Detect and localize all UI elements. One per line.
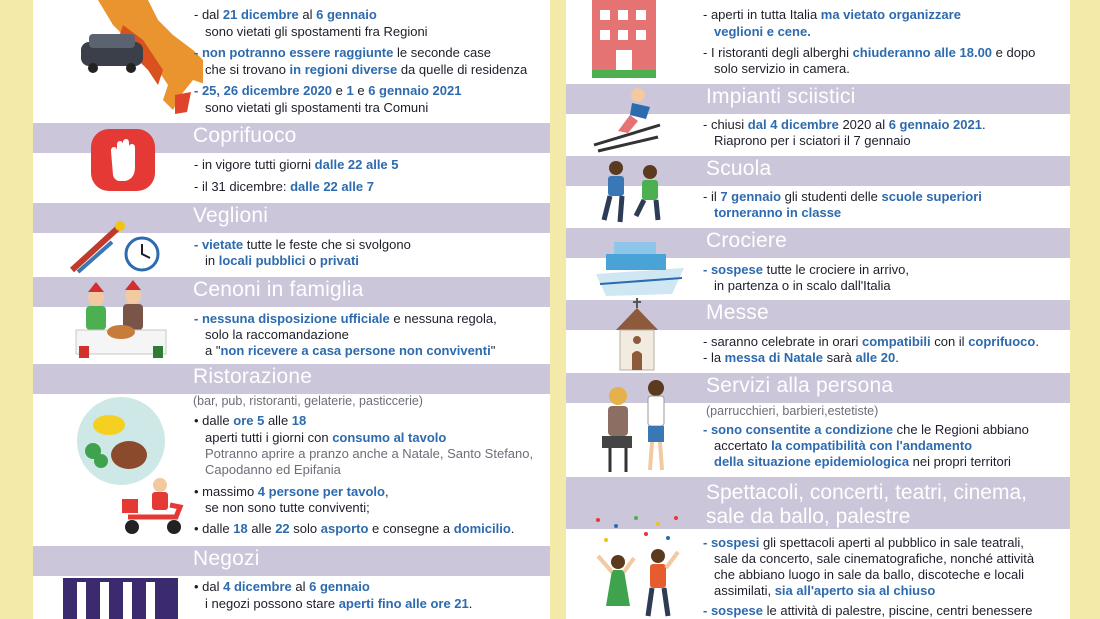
spettacoli-title-1: Spettacoli, concerti, teatri, cinema, — [706, 481, 1027, 504]
spostamenti-line-2: sono vietati gli spostamenti fra Regioni — [205, 24, 428, 39]
crociere-line-2: in partenza o in scalo dall'Italia — [714, 278, 891, 293]
italy-map-car-icon — [63, 0, 203, 115]
spostamenti-line-5: - 25, 26 dicembre 2020 e 1 e 6 gennaio 2021 — [194, 83, 462, 98]
impianti-line-1: - chiusi dal 4 dicembre 2020 al 6 gennaio 2021. — [703, 117, 986, 132]
negozi-band — [33, 546, 550, 576]
cenoni-line-2: solo la raccomandazione — [205, 327, 349, 342]
spettacoli-line-1: - sospesi gli spettacoli aperti al pubblico in sale teatrali, — [703, 535, 1024, 550]
messe-line-2: - la messa di Natale sarà alle 20. — [703, 350, 899, 365]
shop-awning-icon — [63, 578, 178, 619]
veglioni-title: Veglioni — [193, 204, 269, 227]
scuola-title: Scuola — [706, 157, 772, 180]
negozi-line-1: • dal 4 dicembre al 6 gennaio — [194, 579, 370, 594]
spettacoli-line-2: sale da concerto, sale cinematografiche, nonché attività — [714, 551, 1035, 566]
cruise-ship-icon — [592, 234, 688, 298]
ristorazione-band — [33, 364, 550, 394]
ristorazione-line-3: Potranno aprire a pranzo anche a Natale, Santo Stefano, — [205, 446, 534, 461]
students-icon — [594, 160, 674, 230]
spettacoli-line-3: che abbiano luogo in sale da ballo, discoteche e locali — [714, 567, 1025, 582]
hairdresser-icon — [596, 376, 680, 476]
spettacoli-line-5: - sospese le attività di palestre, piscine, centri benessere — [703, 603, 1033, 618]
impianti-title: Impianti sciistici — [706, 85, 856, 108]
crociere-line-1: - sospese tutte le crociere in arrivo, — [703, 262, 909, 277]
ristorazione-title: Ristorazione — [193, 365, 313, 388]
ristorazione-line-1: • dalle ore 5 alle 18 — [194, 413, 307, 428]
ristorazione-line-7: • dalle 18 alle 22 solo asporto e consegne a domicilio. — [194, 521, 515, 536]
coprifuoco-title: Coprifuoco — [193, 124, 297, 147]
servizi-line-3: della situazione epidemiologica nei propri territori — [714, 454, 1011, 469]
servizi-line-2: accertato la compatibilità con l'andamento — [714, 438, 973, 453]
ristorazione-line-4: Capodanno ed Epifania — [205, 462, 341, 477]
right-column — [566, 0, 1070, 619]
veglioni-line-1: - vietate tutte le feste che si svolgono — [194, 237, 411, 252]
coprifuoco-line-2: - il 31 dicembre: dalle 22 alle 7 — [194, 179, 374, 194]
ristorazione-subtitle: (bar, pub, ristoranti, gelaterie, pasticcerie) — [193, 394, 423, 408]
family-dinner-icon — [71, 280, 171, 362]
servizi-title: Servizi alla persona — [706, 374, 894, 397]
scuola-line-2: torneranno in classe — [714, 205, 842, 220]
messe-line-1: - saranno celebrate in orari compatibili con il coprifuoco. — [703, 334, 1039, 349]
ristorazione-line-6: se non sono tutte conviventi; — [205, 500, 370, 515]
hotel-icon — [588, 0, 660, 80]
scuola-line-1: - il 7 gennaio gli studenti delle scuole superiori — [703, 189, 982, 204]
alberghi-line-2: veglioni e cene. — [714, 24, 811, 39]
crociere-title: Crociere — [706, 229, 787, 252]
cenoni-line-3: a "non ricevere a casa persone non conviventi" — [205, 343, 496, 358]
negozi-title: Negozi — [193, 547, 260, 570]
cenoni-line-1: - nessuna disposizione ufficiale e nessuna regola, — [194, 311, 497, 326]
servizi-subtitle: (parrucchieri, barbieri,estetiste) — [706, 404, 879, 418]
spettacoli-line-4: assimilati, sia all'aperto sia al chiuso — [714, 583, 936, 598]
coprifuoco-line-1: - in vigore tutti giorni dalle 22 alle 5 — [194, 157, 399, 172]
church-icon — [604, 296, 674, 376]
impianti-line-2: Riaprono per i sciatori il 7 gennaio — [714, 133, 911, 148]
alberghi-line-1: - aperti in tutta Italia ma vietato organizzare — [703, 7, 961, 22]
fireworks-clock-icon — [68, 220, 163, 275]
dancing-party-icon — [588, 512, 688, 619]
messe-title: Messe — [706, 301, 769, 324]
spostamenti-line-1: - dal 21 dicembre al 6 gennaio — [194, 7, 377, 22]
left-column — [33, 0, 550, 619]
stop-hand-icon — [85, 123, 161, 195]
servizi-line-1: - sono consentite a condizione che le Regioni abbiano — [703, 422, 1029, 437]
alberghi-line-4: solo servizio in camera. — [714, 61, 850, 76]
ristorazione-line-5: • massimo 4 persone per tavolo, — [194, 484, 389, 499]
spostamenti-line-6: sono vietati gli spostamenti tra Comuni — [205, 100, 429, 115]
spettacoli-title-2: sale da ballo, palestre — [706, 505, 911, 528]
delivery-scooter-icon — [118, 475, 188, 537]
veglioni-line-2: in locali pubblici o privati — [205, 253, 359, 268]
negozi-line-2: i negozi possono stare aperti fino alle ore 21. — [205, 596, 473, 611]
spostamenti-line-4: che si trovano in regioni diverse da quelle di residenza — [205, 62, 528, 77]
ristorazione-line-2: aperti tutti i giorni con consumo al tavolo — [205, 430, 447, 445]
spostamenti-line-3: - non potranno essere raggiunte le seconde case — [194, 45, 491, 60]
skier-icon — [588, 85, 668, 153]
cenoni-title: Cenoni in famiglia — [193, 278, 364, 301]
food-plate-icon — [71, 395, 171, 487]
alberghi-line-3: - I ristoranti degli alberghi chiuderanno alle 18.00 e dopo — [703, 45, 1036, 60]
